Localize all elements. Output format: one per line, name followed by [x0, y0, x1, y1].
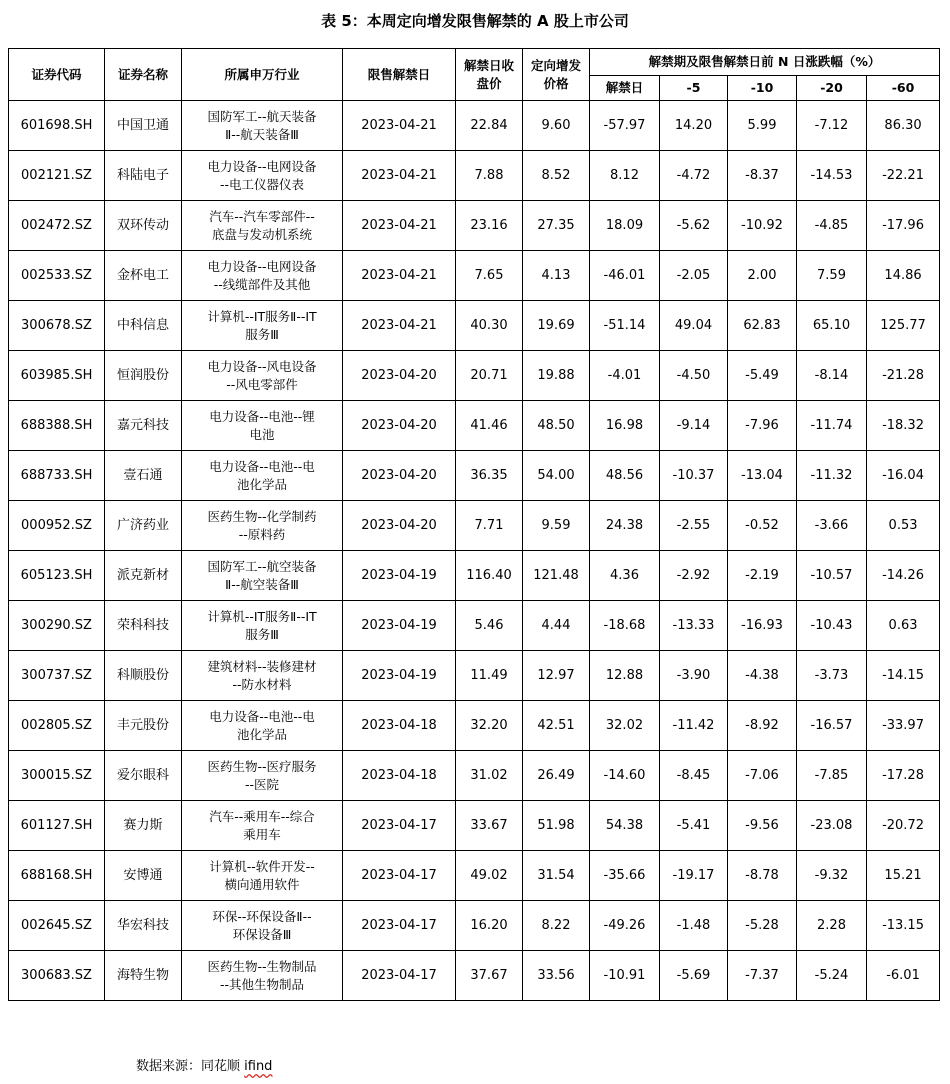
cell-name: 嘉元科技: [105, 401, 182, 451]
cell-close: 116.40: [456, 551, 523, 601]
cell-price: 12.97: [523, 651, 590, 701]
cell-change-d60: -14.26: [867, 551, 940, 601]
cell-close: 7.71: [456, 501, 523, 551]
cell-date: 2023-04-21: [343, 301, 456, 351]
cell-date: 2023-04-17: [343, 901, 456, 951]
cell-name: 壹石通: [105, 451, 182, 501]
cell-change-d20: -10.57: [797, 551, 867, 601]
cell-code: 603985.SH: [9, 351, 105, 401]
cell-code: 300737.SZ: [9, 651, 105, 701]
cell-close: 16.20: [456, 901, 523, 951]
cell-change-d0: 4.36: [590, 551, 660, 601]
table-row: [9, 901, 940, 951]
table-row: [9, 101, 940, 151]
cell-change-d0: -46.01: [590, 251, 660, 301]
cell-change-d0: 48.56: [590, 451, 660, 501]
cell-change-d60: 0.63: [867, 601, 940, 651]
cell-change-d20: -7.85: [797, 751, 867, 801]
table-row: [9, 551, 940, 601]
industry-line: 底盘与发动机系统: [211, 226, 312, 242]
cell-change-d10: -9.56: [728, 801, 797, 851]
cell-change-d5: -10.37: [660, 451, 728, 501]
cell-industry: [182, 551, 343, 601]
cell-close: 20.71: [456, 351, 523, 401]
cell-code: 688168.SH: [9, 851, 105, 901]
cell-code: 601698.SH: [9, 101, 105, 151]
cell-code: 601127.SH: [9, 801, 105, 851]
cell-code: 300678.SZ: [9, 301, 105, 351]
cell-price: 48.50: [523, 401, 590, 451]
cell-change-d60: -20.72: [867, 801, 940, 851]
cell-industry: [182, 101, 343, 151]
header-industry: 所属申万行业: [182, 49, 343, 101]
cell-change-d5: -4.72: [660, 151, 728, 201]
cell-change-d20: -16.57: [797, 701, 867, 751]
cell-industry: [182, 701, 343, 751]
cell-industry: [182, 351, 343, 401]
industry-line: --风电零部件: [226, 376, 298, 392]
cell-change-d60: -17.28: [867, 751, 940, 801]
lockup-expiry-table: [8, 48, 940, 1001]
cell-change-d20: -4.85: [797, 201, 867, 251]
subheader-d20: -20: [797, 76, 867, 101]
table-row: [9, 151, 940, 201]
cell-change-d5: -5.62: [660, 201, 728, 251]
industry-line: 电力设备--电池--锂: [209, 408, 315, 424]
cell-change-d10: -5.49: [728, 351, 797, 401]
cell-change-d5: -8.45: [660, 751, 728, 801]
cell-date: 2023-04-21: [343, 151, 456, 201]
table-row: [9, 751, 940, 801]
cell-change-d0: 12.88: [590, 651, 660, 701]
cell-close: 36.35: [456, 451, 523, 501]
industry-line: 横向通用软件: [224, 876, 300, 892]
cell-price: 42.51: [523, 701, 590, 751]
table-row: [9, 301, 940, 351]
cell-name: 丰元股份: [105, 701, 182, 751]
cell-date: 2023-04-17: [343, 801, 456, 851]
cell-change-d0: -18.68: [590, 601, 660, 651]
cell-price: 8.52: [523, 151, 590, 201]
cell-date: 2023-04-21: [343, 201, 456, 251]
industry-line: 电力设备--电网设备: [207, 158, 317, 174]
cell-change-d0: -14.60: [590, 751, 660, 801]
subheader-d5: -5: [660, 76, 728, 101]
industry-line: Ⅱ--航空装备Ⅲ: [225, 576, 299, 592]
header-close: 解禁日收盘价: [456, 49, 523, 101]
table-row: [9, 701, 940, 751]
cell-change-d0: -49.26: [590, 901, 660, 951]
cell-change-d20: -11.74: [797, 401, 867, 451]
cell-price: 8.22: [523, 901, 590, 951]
cell-name: 中科信息: [105, 301, 182, 351]
cell-code: 300290.SZ: [9, 601, 105, 651]
cell-change-d60: -6.01: [867, 951, 940, 1001]
cell-change-d20: -14.53: [797, 151, 867, 201]
cell-industry: [182, 501, 343, 551]
cell-close: 33.67: [456, 801, 523, 851]
industry-line: 池化学品: [236, 726, 287, 742]
cell-change-d60: -18.32: [867, 401, 940, 451]
cell-price: 4.44: [523, 601, 590, 651]
cell-change-d5: 49.04: [660, 301, 728, 351]
industry-line: 服务Ⅲ: [245, 626, 279, 642]
industry-line: --线缆部件及其他: [213, 276, 311, 292]
cell-price: 9.59: [523, 501, 590, 551]
cell-change-d10: 2.00: [728, 251, 797, 301]
cell-industry: [182, 851, 343, 901]
cell-price: 31.54: [523, 851, 590, 901]
cell-change-d0: 16.98: [590, 401, 660, 451]
cell-price: 51.98: [523, 801, 590, 851]
industry-line: 计算机--软件开发--: [209, 858, 315, 874]
cell-change-d0: -57.97: [590, 101, 660, 151]
cell-name: 爱尔眼科: [105, 751, 182, 801]
cell-name: 广济药业: [105, 501, 182, 551]
cell-change-d0: -51.14: [590, 301, 660, 351]
header-price: 定向增发价格: [523, 49, 590, 101]
cell-change-d60: 15.21: [867, 851, 940, 901]
cell-date: 2023-04-19: [343, 651, 456, 701]
cell-date: 2023-04-20: [343, 501, 456, 551]
cell-change-d10: -8.78: [728, 851, 797, 901]
cell-change-d5: -4.50: [660, 351, 728, 401]
cell-change-d5: -9.14: [660, 401, 728, 451]
industry-line: Ⅱ--航天装备Ⅲ: [225, 126, 299, 142]
table-row: [9, 251, 940, 301]
cell-change-d10: -13.04: [728, 451, 797, 501]
cell-change-d20: -8.14: [797, 351, 867, 401]
industry-line: 建筑材料--装修建材: [207, 658, 317, 674]
cell-name: 科顺股份: [105, 651, 182, 701]
cell-change-d5: 14.20: [660, 101, 728, 151]
cell-change-d10: 62.83: [728, 301, 797, 351]
cell-change-d60: -22.21: [867, 151, 940, 201]
subheader-d60: -60: [867, 76, 940, 101]
cell-change-d5: -2.05: [660, 251, 728, 301]
cell-date: 2023-04-18: [343, 751, 456, 801]
cell-code: 605123.SH: [9, 551, 105, 601]
cell-industry: [182, 601, 343, 651]
table-row: [9, 401, 940, 451]
cell-change-d10: -0.52: [728, 501, 797, 551]
industry-line: 医药生物--化学制药: [207, 508, 317, 524]
cell-price: 4.13: [523, 251, 590, 301]
cell-price: 19.69: [523, 301, 590, 351]
cell-date: 2023-04-20: [343, 451, 456, 501]
industry-line: 电力设备--电池--电: [209, 708, 315, 724]
cell-change-d0: -35.66: [590, 851, 660, 901]
cell-name: 恒润股份: [105, 351, 182, 401]
cell-change-d20: -11.32: [797, 451, 867, 501]
industry-line: 医药生物--医疗服务: [207, 758, 317, 774]
cell-change-d60: -17.96: [867, 201, 940, 251]
cell-change-d5: -13.33: [660, 601, 728, 651]
header-row: [9, 49, 940, 76]
cell-industry: [182, 951, 343, 1001]
cell-name: 安博通: [105, 851, 182, 901]
cell-change-d10: -7.96: [728, 401, 797, 451]
industry-line: 电池: [249, 426, 275, 442]
table-row: [9, 951, 940, 1001]
cell-date: 2023-04-21: [343, 251, 456, 301]
cell-change-d0: 24.38: [590, 501, 660, 551]
cell-change-d5: -2.55: [660, 501, 728, 551]
cell-price: 19.88: [523, 351, 590, 401]
cell-change-d20: 7.59: [797, 251, 867, 301]
cell-change-d60: -33.97: [867, 701, 940, 751]
header-date: 限售解禁日: [343, 49, 456, 101]
cell-change-d10: -10.92: [728, 201, 797, 251]
header-change-group: 解禁期及限售解禁日前 N 日涨跌幅（%）: [590, 49, 940, 76]
cell-industry: [182, 901, 343, 951]
industry-line: 国防军工--航天装备: [207, 108, 317, 124]
source-label: 数据来源：同花顺: [136, 1059, 245, 1074]
table-row: [9, 351, 940, 401]
cell-name: 双环传动: [105, 201, 182, 251]
cell-change-d5: -5.41: [660, 801, 728, 851]
cell-name: 荣科科技: [105, 601, 182, 651]
cell-change-d60: -13.15: [867, 901, 940, 951]
table-row: [9, 851, 940, 901]
cell-change-d60: 0.53: [867, 501, 940, 551]
cell-change-d0: 54.38: [590, 801, 660, 851]
industry-line: --防水材料: [232, 676, 292, 692]
header-name: 证券名称: [105, 49, 182, 101]
industry-line: 医药生物--生物制品: [207, 958, 317, 974]
cell-change-d10: -8.37: [728, 151, 797, 201]
cell-close: 31.02: [456, 751, 523, 801]
cell-close: 40.30: [456, 301, 523, 351]
cell-change-d5: -19.17: [660, 851, 728, 901]
cell-industry: [182, 251, 343, 301]
cell-change-d20: 2.28: [797, 901, 867, 951]
cell-change-d10: -7.06: [728, 751, 797, 801]
cell-change-d0: -4.01: [590, 351, 660, 401]
cell-change-d20: -9.32: [797, 851, 867, 901]
cell-code: 000952.SZ: [9, 501, 105, 551]
cell-close: 11.49: [456, 651, 523, 701]
cell-name: 金杯电工: [105, 251, 182, 301]
cell-industry: [182, 751, 343, 801]
cell-name: 赛力斯: [105, 801, 182, 851]
cell-change-d10: -8.92: [728, 701, 797, 751]
cell-industry: [182, 151, 343, 201]
cell-code: 002805.SZ: [9, 701, 105, 751]
table-title: 表 5：本周定向增发限售解禁的 A 股上市公司: [321, 12, 629, 30]
cell-change-d10: 5.99: [728, 101, 797, 151]
cell-change-d10: -16.93: [728, 601, 797, 651]
cell-code: 688733.SH: [9, 451, 105, 501]
cell-date: 2023-04-21: [343, 101, 456, 151]
cell-change-d60: 14.86: [867, 251, 940, 301]
table-row: [9, 601, 940, 651]
cell-change-d5: -1.48: [660, 901, 728, 951]
cell-industry: [182, 401, 343, 451]
cell-code: 002121.SZ: [9, 151, 105, 201]
cell-change-d20: 65.10: [797, 301, 867, 351]
cell-change-d20: -23.08: [797, 801, 867, 851]
cell-change-d20: -3.66: [797, 501, 867, 551]
cell-price: 26.49: [523, 751, 590, 801]
table-row: [9, 501, 940, 551]
cell-change-d0: 18.09: [590, 201, 660, 251]
industry-line: 汽车--乘用车--综合: [209, 808, 315, 824]
table-row: [9, 451, 940, 501]
header-code: 证券代码: [9, 49, 105, 101]
cell-change-d0: 8.12: [590, 151, 660, 201]
cell-name: 华宏科技: [105, 901, 182, 951]
cell-date: 2023-04-19: [343, 551, 456, 601]
cell-price: 27.35: [523, 201, 590, 251]
cell-name: 派克新材: [105, 551, 182, 601]
cell-change-d10: -4.38: [728, 651, 797, 701]
cell-close: 32.20: [456, 701, 523, 751]
cell-name: 海特生物: [105, 951, 182, 1001]
cell-change-d5: -3.90: [660, 651, 728, 701]
source-brand: ifind: [244, 1059, 273, 1074]
cell-industry: [182, 801, 343, 851]
cell-code: 002645.SZ: [9, 901, 105, 951]
cell-close: 37.67: [456, 951, 523, 1001]
cell-name: 科陆电子: [105, 151, 182, 201]
industry-line: 计算机--IT服务Ⅱ--IT: [207, 308, 317, 324]
cell-change-d20: -3.73: [797, 651, 867, 701]
cell-industry: [182, 451, 343, 501]
cell-change-d20: -7.12: [797, 101, 867, 151]
cell-industry: [182, 651, 343, 701]
cell-change-d5: -2.92: [660, 551, 728, 601]
cell-change-d10: -5.28: [728, 901, 797, 951]
cell-close: 41.46: [456, 401, 523, 451]
table-row: [9, 651, 940, 701]
cell-industry: [182, 301, 343, 351]
industry-line: 环保--环保设备Ⅱ--: [212, 908, 312, 924]
table-body: [9, 101, 940, 1001]
industry-line: 池化学品: [236, 476, 287, 492]
industry-line: 服务Ⅲ: [245, 326, 279, 342]
cell-change-d5: -11.42: [660, 701, 728, 751]
subheader-d0: 解禁日: [590, 76, 660, 101]
cell-date: 2023-04-19: [343, 601, 456, 651]
table-row: [9, 801, 940, 851]
cell-date: 2023-04-20: [343, 351, 456, 401]
cell-close: 7.65: [456, 251, 523, 301]
cell-price: 33.56: [523, 951, 590, 1001]
industry-line: 汽车--汽车零部件--: [209, 208, 315, 224]
cell-close: 7.88: [456, 151, 523, 201]
industry-line: 电力设备--风电设备: [207, 358, 317, 374]
cell-name: 中国卫通: [105, 101, 182, 151]
industry-line: 计算机--IT服务Ⅱ--IT: [207, 608, 317, 624]
cell-close: 5.46: [456, 601, 523, 651]
cell-price: 121.48: [523, 551, 590, 601]
industry-line: --其他生物制品: [219, 976, 305, 992]
industry-line: 乘用车: [243, 826, 281, 842]
cell-date: 2023-04-20: [343, 401, 456, 451]
cell-date: 2023-04-18: [343, 701, 456, 751]
cell-code: 300683.SZ: [9, 951, 105, 1001]
cell-change-d60: 125.77: [867, 301, 940, 351]
cell-code: 002472.SZ: [9, 201, 105, 251]
industry-line: 电力设备--电网设备: [207, 258, 317, 274]
cell-code: 002533.SZ: [9, 251, 105, 301]
cell-change-d0: -10.91: [590, 951, 660, 1001]
cell-change-d20: -5.24: [797, 951, 867, 1001]
cell-change-d60: -21.28: [867, 351, 940, 401]
cell-date: 2023-04-17: [343, 851, 456, 901]
cell-change-d0: 32.02: [590, 701, 660, 751]
cell-price: 54.00: [523, 451, 590, 501]
cell-change-d10: -2.19: [728, 551, 797, 601]
table-row: [9, 201, 940, 251]
data-source: [136, 1055, 272, 1074]
industry-line: --医院: [244, 776, 280, 792]
cell-code: 688388.SH: [9, 401, 105, 451]
cell-change-d20: -10.43: [797, 601, 867, 651]
cell-change-d60: 86.30: [867, 101, 940, 151]
cell-change-d60: -14.15: [867, 651, 940, 701]
cell-industry: [182, 201, 343, 251]
cell-change-d60: -16.04: [867, 451, 940, 501]
cell-code: 300015.SZ: [9, 751, 105, 801]
industry-line: --电工仪器仪表: [219, 176, 305, 192]
cell-price: 9.60: [523, 101, 590, 151]
cell-date: 2023-04-17: [343, 951, 456, 1001]
cell-close: 23.16: [456, 201, 523, 251]
industry-line: 电力设备--电池--电: [209, 458, 315, 474]
cell-close: 22.84: [456, 101, 523, 151]
cell-change-d10: -7.37: [728, 951, 797, 1001]
cell-change-d5: -5.69: [660, 951, 728, 1001]
cell-close: 49.02: [456, 851, 523, 901]
industry-line: --原料药: [238, 526, 286, 542]
industry-line: 环保设备Ⅲ: [232, 926, 292, 942]
industry-line: 国防军工--航空装备: [207, 558, 317, 574]
subheader-d10: -10: [728, 76, 797, 101]
